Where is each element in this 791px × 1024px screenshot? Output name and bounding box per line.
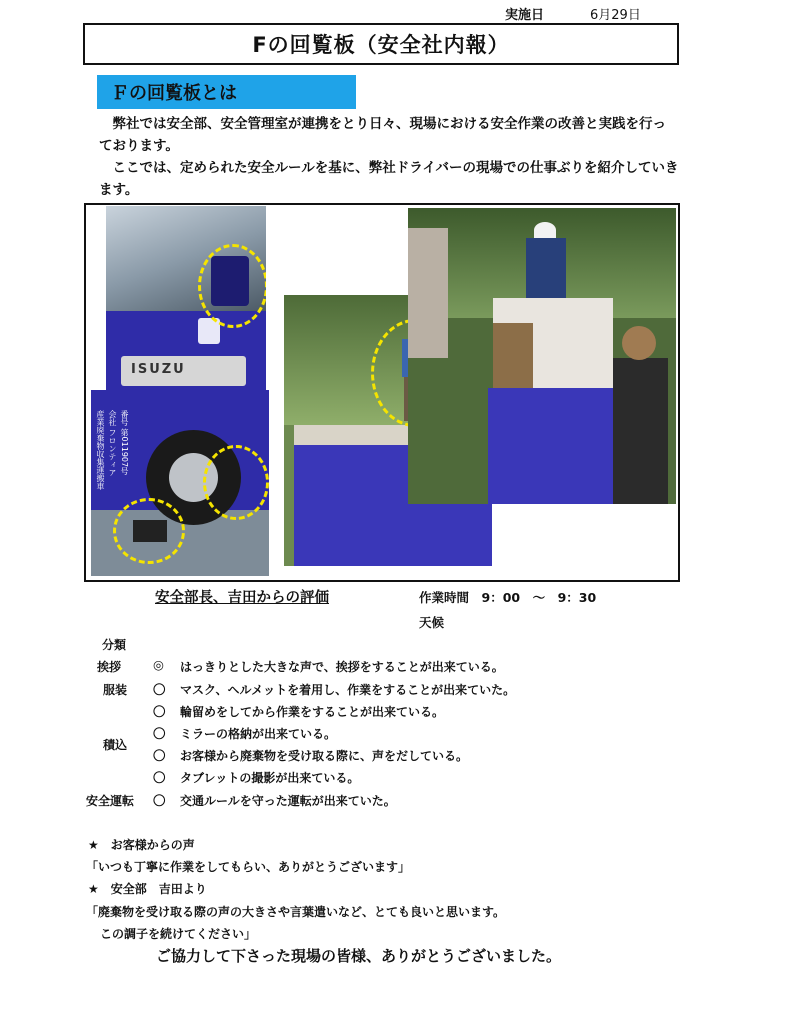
item-mark: 〇	[153, 704, 166, 719]
photo-frame	[84, 203, 680, 582]
work-time: 作業時間 9：00 ～ 9：30	[419, 590, 597, 605]
weather-label: 天候	[419, 615, 445, 630]
dept-voice-heading: ★ 安全部 吉田より	[88, 882, 207, 896]
item-text: 輪留めをしてから作業をすることが出来ている。	[180, 705, 445, 719]
item-text: マスク、ヘルメットを着用し、作業をすることが出来ていた。	[180, 683, 516, 697]
intro-paragraph-1: 弊社では安全部、安全管理室が連携をとり日々、現場における安全作業の改善と実践を行っております。	[99, 116, 666, 154]
item-text: はっきりとした大きな声で、挨拶をすることが出来ている。	[180, 660, 504, 674]
item-mark: 〇	[153, 682, 166, 697]
photo-workers-truck-bed	[408, 208, 676, 504]
section-banner	[97, 75, 356, 109]
item-text: 交通ルールを守った運転が出来ていた。	[180, 794, 396, 808]
item-mark: ◎	[153, 657, 164, 672]
category-driving: 安全運転	[86, 794, 135, 808]
door-text-2: 会社 フロンティア	[108, 410, 117, 477]
item-mark: 〇	[153, 726, 166, 741]
dept-voice-quote-1: 「廃棄物を受け取る際の声の大きさや言葉遣いなど、とても良いと思います。	[86, 905, 506, 919]
customer-voice-heading: ★ お客様からの声	[88, 838, 195, 852]
dept-voice-quote-2: この調子を続けてください」	[100, 927, 257, 941]
category-loading: 積込	[103, 738, 128, 752]
category-attire: 服装	[103, 683, 128, 697]
item-mark: 〇	[153, 793, 166, 808]
page-title: Fの回覧板（安全社内報）	[252, 33, 510, 57]
intro-paragraph-2: ここでは、定められた安全ルールを基に、弊社ドライバーの現場での仕事ぶりを紹介していきます。	[99, 160, 679, 198]
item-mark: 〇	[153, 770, 166, 785]
highlight-mirror	[198, 244, 266, 328]
title-box	[83, 23, 679, 65]
category-header: 分類	[102, 638, 127, 652]
category-greeting: 挨拶	[97, 660, 122, 674]
highlight-wheel	[203, 445, 269, 520]
truck-brand-text: ISUZU	[131, 362, 186, 377]
item-text: タブレットの撮影が出来ている。	[180, 771, 360, 785]
door-text-3: 番号 第011907号	[120, 410, 129, 476]
date-value: 6月29日	[590, 8, 641, 23]
item-mark: 〇	[153, 748, 166, 763]
photo-truck-mirror	[106, 206, 266, 411]
item-text: ミラーの格納が出来ている。	[180, 727, 337, 741]
customer-voice-quote: 「いつも丁寧に作業をしてもらい、ありがとうございます」	[86, 860, 411, 874]
section-title: Ｆの回覧板とは	[111, 83, 237, 104]
item-text: お客様から廃棄物を受け取る際に、声をだしている。	[180, 749, 469, 763]
highlight-chock	[113, 498, 185, 564]
photo-wheel-chock	[91, 390, 269, 576]
date-label: 実施日	[505, 8, 545, 23]
evaluation-heading: 安全部長、吉田からの評価	[155, 590, 329, 606]
closing-message: ご協力して下さった現場の皆様、ありがとうございました。	[156, 947, 562, 965]
door-text-1: 産業廃棄物収集運搬車	[96, 410, 105, 490]
